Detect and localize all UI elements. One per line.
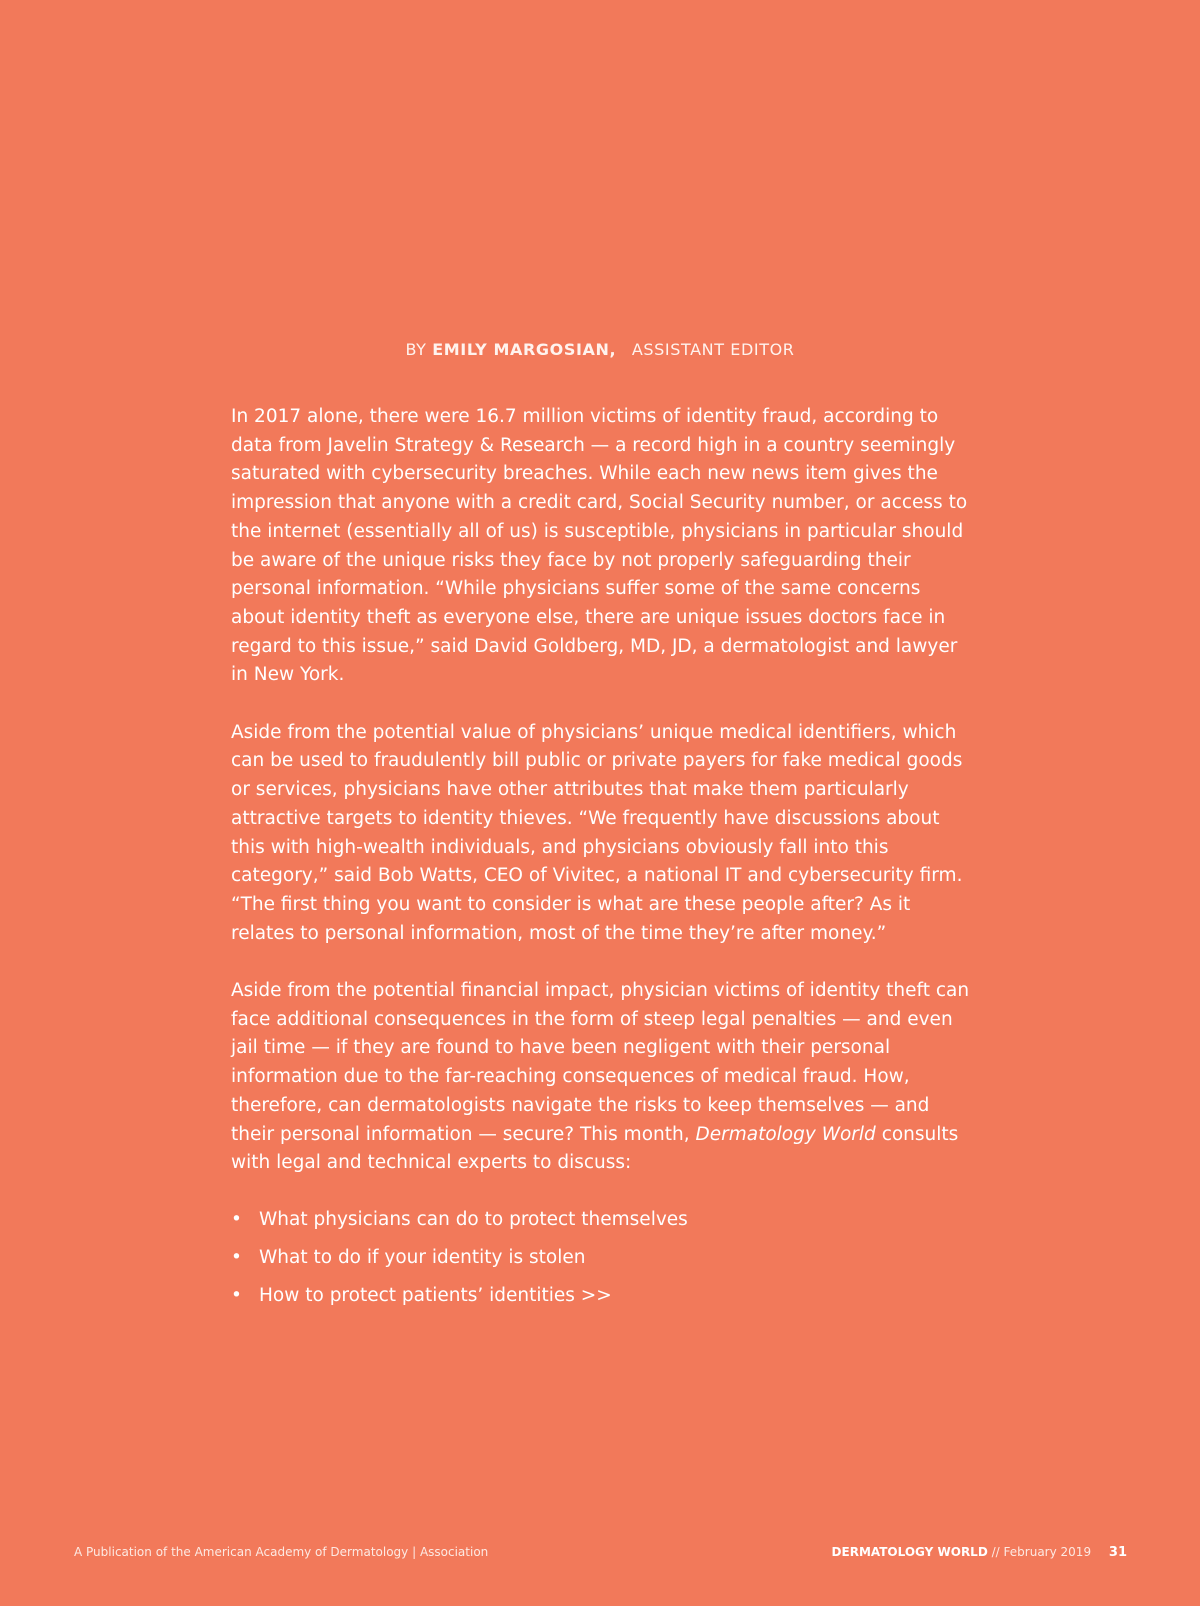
byline-author: EMILY MARGOSIAN, [432, 340, 617, 359]
paragraph-3-text-start: Aside from the potential financial impact, physician victims of identity theft can face additional consequences in the form of steep legal penalties — and even jail time — if they are found to have been negligent with their personal information due to the far-reaching consequences of medical fraud. How, therefore, can dermatologists navigate the risks to keep themselves — and their personal information — secure? This month, [231, 980, 970, 1145]
byline [0, 340, 1200, 359]
list-item-text: What to do if your identity is stolen [259, 1246, 586, 1268]
article-body [231, 403, 971, 1320]
bullet-icon: • [231, 1284, 242, 1306]
footer-separator: // [991, 1545, 1000, 1559]
bullet-icon: • [231, 1208, 242, 1230]
footer-publisher: A Publication of the American Academy of Dermatology | Association [74, 1545, 489, 1559]
paragraph-3-text-end: consults with legal and technical experts to discuss: [231, 1123, 959, 1174]
list-item [231, 1206, 971, 1234]
topics-list [231, 1206, 971, 1310]
page-number: 31 [1108, 1545, 1127, 1560]
article-paragraph-2: Aside from the potential value of physicians’ unique medical identifiers, which can be used to fraudulently bill public or private payers for fake medical goods or services, physicians have other attributes that make them particularly attractive targets to identity thieves. “We frequently have discussions about this with high-wealth individuals, and physicians obviously fall into this category,” said Bob Watts, CEO of Vivitec, a national IT and cybersecurity firm. “The first thing you want to consider is what are these people after? As it relates to personal information, most of the time they’re after money.” [231, 721, 963, 944]
list-item[interactable] [231, 1282, 971, 1310]
continue-link[interactable]: How to protect patients’ identities >> [259, 1284, 612, 1306]
article-paragraph-3 [231, 977, 971, 1178]
publication-title: Dermatology World [695, 1123, 876, 1145]
footer-issue-info [832, 1545, 1127, 1560]
byline-prefix: BY [405, 340, 427, 359]
bullet-icon: • [231, 1246, 242, 1268]
byline-role: ASSISTANT EDITOR [631, 340, 795, 359]
footer-magazine-name: DERMATOLOGY WORLD [831, 1545, 988, 1559]
footer-issue-date: February 2019 [1003, 1545, 1092, 1559]
article-paragraph-1: In 2017 alone, there were 16.7 million victims of identity fraud, according to data from Javelin Strategy & Research — a record high in a country seemingly saturated with cybersecurity breaches. While each new news item gives the impression that anyone with a credit card, Social Security number, or access to the internet (essentially all of us) is susceptible, physicians in particular should be aware of the unique risks they face by not properly safeguarding their personal information. “While physicians suffer some of the same concerns about identity theft as everyone else, there are unique issues doctors face in regard to this issue,” said David Goldberg, MD, JD, a dermatologist and lawyer in New York. [231, 406, 968, 686]
list-item [231, 1244, 971, 1272]
list-item-text: What physicians can do to protect themselves [259, 1208, 688, 1230]
